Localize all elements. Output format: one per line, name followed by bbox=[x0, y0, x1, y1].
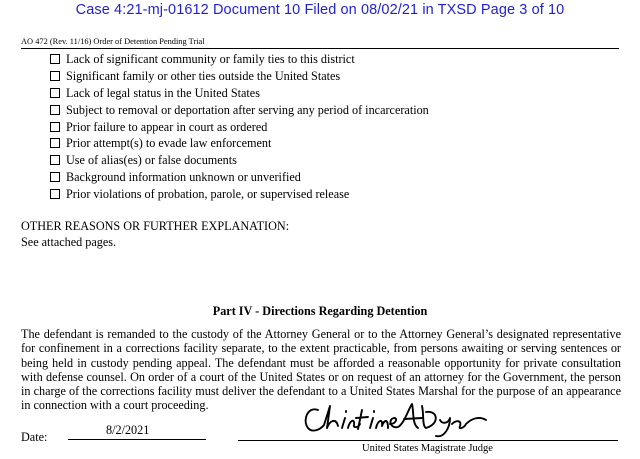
checkbox[interactable] bbox=[50, 122, 60, 132]
filing-header: Case 4:21-mj-01612 Document 10 Filed on 08/02/21 in TXSD Page 3 of 10 bbox=[75, 2, 565, 18]
checklist-item bbox=[50, 118, 429, 135]
signature-line bbox=[238, 440, 618, 441]
part-iv-body: The defendant is remanded to the custody of the Attorney General or to the Attorney General’s designated representative for confinement in a corrections facility separate, to the extent practicable, from persons awaiting or serving sentences or being held in custody pending appeal. The defendant must be afforded a reasonable opportunity for private consultation with defense counsel. On order of a court of the United States or on request of an attorney for the Government, the person in charge of the corrections facility must deliver the defendant to a United States Marshal for the purpose of an appearance in connection with a court proceeding. bbox=[21, 327, 621, 413]
checklist-item-label: Lack of significant community or family ties to this district bbox=[66, 52, 355, 67]
checklist-item-label: Prior violations of probation, parole, or supervised release bbox=[66, 186, 350, 201]
checklist-item-label: Prior attempt(s) to evade law enforcement bbox=[66, 136, 272, 151]
date-value: 8/2/2021 bbox=[106, 423, 150, 437]
checklist-item-label: Lack of legal status in the United States bbox=[66, 85, 260, 100]
checklist-item-label: Significant family or other ties outside the United States bbox=[66, 69, 341, 84]
checklist-item bbox=[50, 85, 429, 102]
detention-reasons-checklist bbox=[50, 51, 429, 202]
date-label: Date: bbox=[21, 430, 48, 444]
checklist-item bbox=[50, 101, 429, 118]
checklist-item bbox=[50, 152, 429, 169]
checkbox[interactable] bbox=[50, 138, 60, 148]
checklist-item bbox=[50, 169, 429, 186]
checkbox[interactable] bbox=[50, 105, 60, 115]
checkbox[interactable] bbox=[50, 172, 60, 182]
other-reasons-heading: OTHER REASONS OR FURTHER EXPLANATION: bbox=[21, 219, 290, 233]
signer-title: United States Magistrate Judge bbox=[362, 443, 493, 454]
form-id: AO 472 (Rev. 11/16) Order of Detention Pending Trial bbox=[21, 37, 205, 46]
judge-signature bbox=[300, 398, 520, 438]
checklist-item-label: Use of alias(es) or false documents bbox=[66, 153, 237, 168]
checklist-item bbox=[50, 51, 429, 68]
checklist-item bbox=[50, 135, 429, 152]
checklist-item bbox=[50, 68, 429, 85]
checkbox[interactable] bbox=[50, 155, 60, 165]
checklist-item-label: Background information unknown or unverified bbox=[66, 169, 301, 184]
other-reasons-text: See attached pages. bbox=[21, 235, 117, 249]
checkbox[interactable] bbox=[50, 88, 60, 98]
header-rule bbox=[21, 48, 619, 49]
checkbox[interactable] bbox=[50, 71, 60, 81]
checkbox[interactable] bbox=[50, 54, 60, 64]
checklist-item-label: Subject to removal or deportation after serving any period of incarceration bbox=[66, 102, 429, 117]
part-iv-title: Part IV - Directions Regarding Detention bbox=[212, 304, 428, 318]
checklist-item-label: Prior failure to appear in court as ordered bbox=[66, 119, 268, 134]
date-line bbox=[68, 439, 206, 440]
checklist-item bbox=[50, 185, 429, 202]
checkbox[interactable] bbox=[50, 189, 60, 199]
